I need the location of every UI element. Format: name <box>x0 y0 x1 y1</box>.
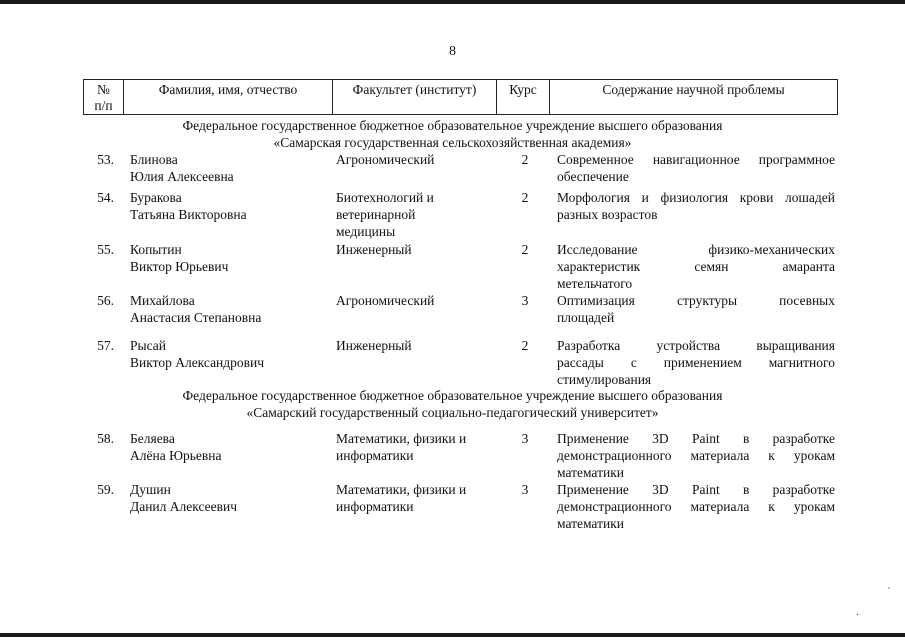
org-heading-1-line-2: «Самарская государственная сельскохозяйственная академия» <box>273 135 632 150</box>
faculty-line: Инженерный <box>336 242 412 257</box>
scan-speck: . <box>856 604 859 618</box>
problem-line: Применение 3D Paint в разработке <box>557 482 835 497</box>
problem-line: математики <box>557 516 624 531</box>
faculty <box>336 151 496 168</box>
research-problem <box>557 151 835 185</box>
student-given-name: Данил Алексеевич <box>130 499 237 514</box>
header-course: Курс <box>497 80 550 115</box>
faculty-line: Математики, физики и <box>336 431 467 446</box>
faculty <box>336 430 496 464</box>
faculty-line: Инженерный <box>336 338 412 353</box>
research-problem <box>557 481 835 532</box>
research-problem <box>557 430 835 481</box>
student-surname: Душин <box>130 482 171 497</box>
org-heading-2 <box>0 387 905 421</box>
student-surname: Рысай <box>130 338 166 353</box>
org-heading-1-line-1: Федеральное государственное бюджетное образовательное учреждение высшего образования <box>182 118 723 133</box>
student-name <box>130 241 330 275</box>
research-problem <box>557 241 835 292</box>
org-heading-2-line-2: «Самарский государственный социально-педагогический университет» <box>246 405 659 420</box>
problem-line: Оптимизация структуры посевных <box>557 293 835 308</box>
header-num-line-2: п/п <box>94 98 113 113</box>
faculty-line: Биотехнологий и <box>336 190 434 205</box>
row-number: 59. <box>97 482 114 497</box>
header-problem: Содержание научной проблемы <box>550 80 838 115</box>
scan-speck: ˙ <box>887 584 891 598</box>
faculty-line: информатики <box>336 448 414 463</box>
row-number: 54. <box>97 190 114 205</box>
problem-line: Разработка устройства выращивания <box>557 338 835 353</box>
student-surname: Буракова <box>130 190 182 205</box>
faculty-line: Агрономический <box>336 293 435 308</box>
row-number: 58. <box>97 431 114 446</box>
org-heading-1 <box>0 117 905 151</box>
student-given-name: Виктор Юрьевич <box>130 259 229 274</box>
page-number: 8 <box>449 44 456 59</box>
table-header <box>83 79 838 115</box>
header-num <box>84 80 124 115</box>
row-number: 56. <box>97 293 114 308</box>
student-name <box>130 481 330 515</box>
org-heading-2-line-1: Федеральное государственное бюджетное образовательное учреждение высшего образования <box>182 388 723 403</box>
course: 3 <box>521 431 529 446</box>
course: 2 <box>521 242 529 257</box>
student-name <box>130 292 330 326</box>
problem-line: Исследование физико-механических <box>557 242 835 257</box>
problem-line: рассады с применением магнитного <box>557 355 835 370</box>
header-name: Фамилия, имя, отчество <box>124 80 333 115</box>
student-given-name: Анастасия Степановна <box>130 310 262 325</box>
research-problem <box>557 337 835 388</box>
faculty-line: информатики <box>336 499 414 514</box>
problem-line: характеристик семян амаранта <box>557 259 835 274</box>
course: 2 <box>521 338 529 353</box>
problem-line: стимулирования <box>557 372 652 387</box>
faculty <box>336 337 496 354</box>
problem-line: математики <box>557 465 624 480</box>
student-surname: Блинова <box>130 152 178 167</box>
problem-line: Морфология и физиология крови лошадей <box>557 190 835 205</box>
problem-line: Применение 3D Paint в разработке <box>557 431 835 446</box>
faculty <box>336 481 496 515</box>
problem-line: обеспечение <box>557 169 629 184</box>
header-num-line-1: № <box>97 82 110 97</box>
faculty-line: медицины <box>336 224 396 239</box>
student-name <box>130 430 330 464</box>
faculty <box>336 292 496 309</box>
research-problem <box>557 189 835 223</box>
top-border-rule <box>0 0 905 4</box>
problem-line: демонстрационного материала к урокам <box>557 499 835 514</box>
header-faculty: Факультет (институт) <box>333 80 497 115</box>
problem-line: Современное навигационное программное <box>557 152 835 167</box>
student-name <box>130 337 330 371</box>
problem-line: разных возрастов <box>557 207 658 222</box>
student-given-name: Алёна Юрьевна <box>130 448 222 463</box>
problem-line: площадей <box>557 310 615 325</box>
course: 3 <box>521 482 529 497</box>
faculty-line: ветеринарной <box>336 207 416 222</box>
student-surname: Копытин <box>130 242 182 257</box>
student-given-name: Татьяна Викторовна <box>130 207 247 222</box>
course: 2 <box>521 190 529 205</box>
row-number: 53. <box>97 152 114 167</box>
faculty-line: Математики, физики и <box>336 482 467 497</box>
student-given-name: Виктор Александрович <box>130 355 265 370</box>
student-name <box>130 151 330 185</box>
problem-line: демонстрационного материала к урокам <box>557 448 835 463</box>
research-problem <box>557 292 835 326</box>
row-number: 57. <box>97 338 114 353</box>
course: 3 <box>521 293 529 308</box>
faculty <box>336 189 496 240</box>
row-number: 55. <box>97 242 114 257</box>
bottom-border-rule <box>0 633 905 637</box>
student-name <box>130 189 330 223</box>
problem-line: метельчатого <box>557 276 633 291</box>
course: 2 <box>521 152 529 167</box>
student-surname: Михайлова <box>130 293 195 308</box>
faculty <box>336 241 496 258</box>
student-given-name: Юлия Алексеевна <box>130 169 234 184</box>
faculty-line: Агрономический <box>336 152 435 167</box>
student-surname: Беляева <box>130 431 175 446</box>
